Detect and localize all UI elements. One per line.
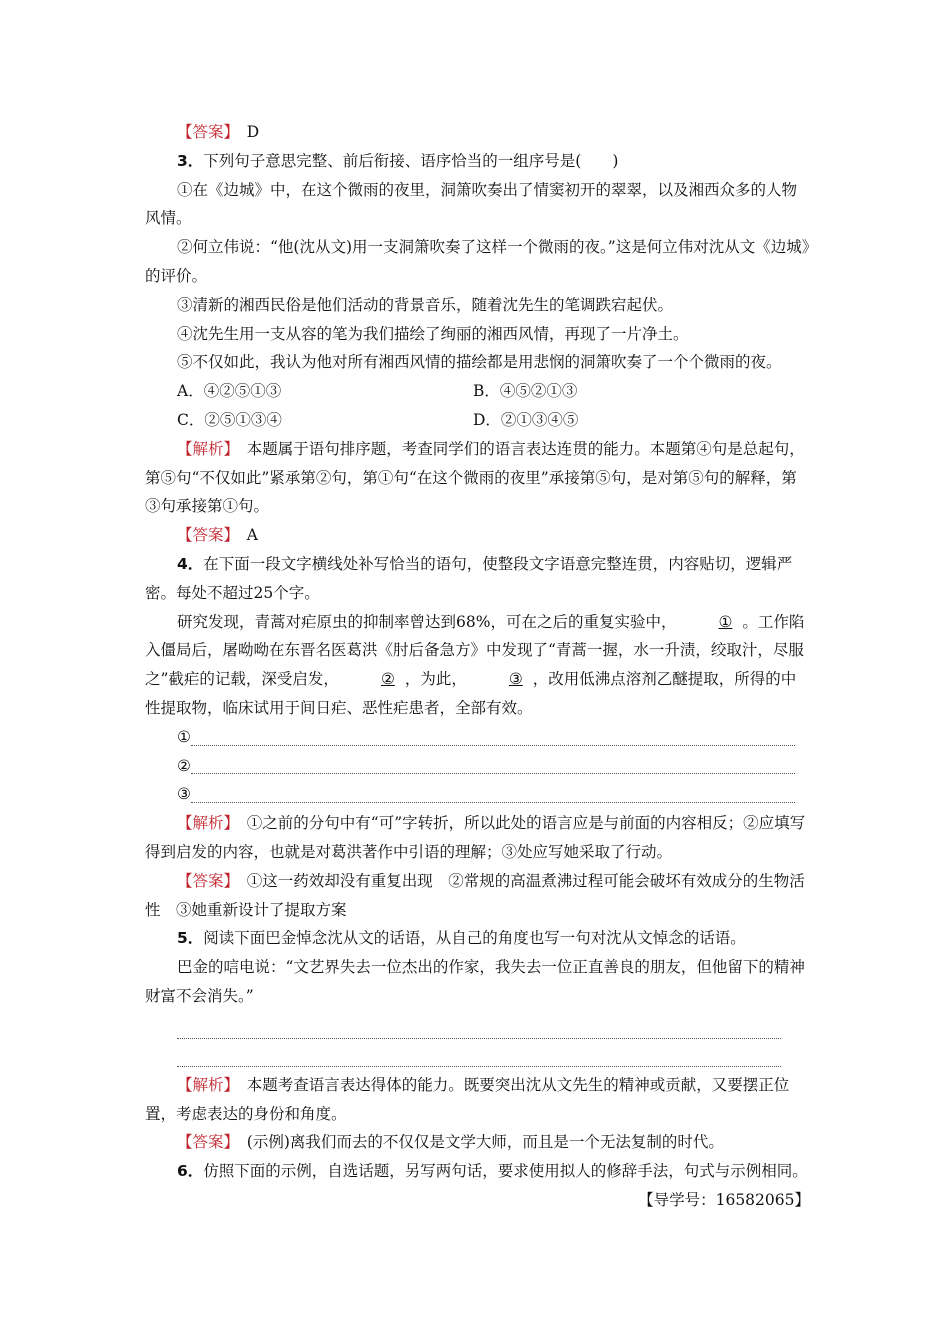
passage-text: ，改用低沸点溶剂乙醚提取，所得的中性提取物，临床试用于间日疟、恶性疟患者，全部有效。 <box>145 670 797 717</box>
line-label: ① <box>177 727 191 746</box>
answer-text: A <box>246 526 258 545</box>
question-number: 3． <box>177 151 204 170</box>
answer-line-1 <box>145 723 810 752</box>
q3-analysis <box>145 435 810 521</box>
passage-text: 研究发现，青蒿对疟原虫的抑制率曾达到68%，可在之后的重复实验中， <box>177 612 677 631</box>
q3-sentence-1: ①在《边城》中，在这个微雨的夜里，洞箫吹奏出了情窦初开的翠翠，以及湘西众多的人物风情。 <box>145 180 798 228</box>
q3-answer <box>145 521 810 550</box>
q5-quote: 巴金的唁电说：“文艺界失去一位杰出的作家，我失去一位正直善良的朋友，但他留下的精神财富不会消失。” <box>145 958 805 1005</box>
q3-stem <box>145 147 810 176</box>
question-number: 5． <box>177 929 204 948</box>
passage-text: 。工作陷入僵局后，屠呦呦在东晋名医葛洪《肘后备急方》中发现了“青蒿一握，水一升渍，绞取汁，尽服之”截疟的记载，深受启发， <box>145 612 805 689</box>
analysis-text: 本题考查语言表达得体的能力。既要突出沈从文先生的精神或贡献，又要摆正位置，考虑表达的身份和角度。 <box>145 1075 790 1123</box>
question-stem: 在下面一段文字横线处补写恰当的语句，使整段文字语意完整连贯，内容贴切，逻辑严密。每处不超过25个字。 <box>145 554 793 602</box>
q5-stem <box>145 924 810 953</box>
q3-sentence-3: ③清新的湘西民俗是他们活动的背景音乐，随着沈先生的笔调跌宕起伏。 <box>177 295 674 314</box>
answer-tag: 【答案】 <box>177 871 232 890</box>
analysis-tag: 【解析】 <box>177 1075 232 1094</box>
question-number: 4． <box>177 554 204 573</box>
blank-3[interactable]: ③ <box>508 670 523 689</box>
q5-analysis <box>145 1071 810 1129</box>
dotted-answer-line[interactable] <box>191 727 795 746</box>
passage-text: ，为此， <box>404 670 467 689</box>
blank-2[interactable]: ② <box>380 670 395 689</box>
q4-stem <box>145 550 810 608</box>
write-line-1[interactable] <box>177 1011 781 1039</box>
q4-analysis <box>145 809 810 867</box>
question-stem: 阅读下面巴金悼念沈从文的话语，从自己的角度也写一句对沈从文悼念的话语。 <box>203 929 746 948</box>
q3-options-row-1 <box>145 377 810 406</box>
question-number: 6． <box>177 1162 204 1181</box>
q5-answer <box>145 1128 810 1157</box>
answer-text: D <box>246 123 260 141</box>
answer-line-2 <box>145 752 810 781</box>
option-c: C．②⑤①③④ <box>177 410 282 429</box>
guide-number: 【导学号：16582065】 <box>638 1190 810 1209</box>
answer-tag: 【答案】 <box>177 1133 232 1152</box>
q4-answer <box>145 867 810 925</box>
q3-options-row-2 <box>145 406 810 435</box>
q3-sentence-4: ④沈先生用一支从容的笔为我们描绘了绚丽的湘西风情，再现了一片净土。 <box>177 324 689 343</box>
dotted-answer-line[interactable] <box>191 755 795 774</box>
q3-sentence-2: ②何立伟说：“他(沈从文)用一支洞箫吹奏了这样一个微雨的夜。”这是何立伟对沈从文《边城》的评价。 <box>145 238 810 285</box>
analysis-text: ①之前的分句中有“可”字转折，所以此处的语言应是与前面的内容相反；②应填写得到启发的内容，也就是对葛洪著作中引语的理解；③处应写她采取了行动。 <box>145 814 806 861</box>
line-label: ② <box>177 756 191 775</box>
answer-text: ①这一药效却没有重复出现 ②常规的高温煮沸过程可能会破坏有效成分的生物活性 ③她重新设计了提取方案 <box>145 871 805 919</box>
q6-stem <box>145 1157 810 1186</box>
option-d: D．②①③④⑤ <box>473 410 579 429</box>
question-stem: 仿照下面的示例，自选话题，另写两句话，要求使用拟人的修辞手法，句式与示例相同。 <box>203 1162 808 1181</box>
question-stem: 下列句子意思完整、前后衔接、语序恰当的一组序号是( ) <box>203 151 619 170</box>
document-page <box>145 118 810 1215</box>
analysis-tag: 【解析】 <box>177 814 232 833</box>
analysis-text: 本题属于语句排序题，考查同学们的语言表达连贯的能力。本题第④句是总起句，第⑤句“不仅如此”紧承第②句，第①句“在这个微雨的夜里”承接第⑤句，是对第⑤句的解释，第③句承接第①句。 <box>145 439 805 516</box>
q3-sentence-5: ⑤不仅如此，我认为他对所有湘西风情的描绘都是用悲悯的洞箫吹奏了一个个微雨的夜。 <box>177 353 782 372</box>
answer-tag: 【答案】 <box>177 526 232 545</box>
option-a: A．④②⑤①③ <box>177 382 282 401</box>
q4-passage <box>145 608 810 723</box>
analysis-tag: 【解析】 <box>177 439 232 458</box>
answer-text: (示例)离我们而去的不仅仅是文学大师，而且是一个无法复制的时代。 <box>246 1133 724 1152</box>
write-line-2[interactable] <box>177 1039 781 1067</box>
answer-line-3 <box>145 780 810 809</box>
q2-answer <box>145 118 810 147</box>
answer-tag: 【答案】 <box>177 123 232 141</box>
line-label: ③ <box>177 785 191 804</box>
blank-1[interactable]: ① <box>718 612 733 631</box>
option-b: B．④⑤②①③ <box>473 382 578 401</box>
dotted-answer-line[interactable] <box>191 784 795 803</box>
